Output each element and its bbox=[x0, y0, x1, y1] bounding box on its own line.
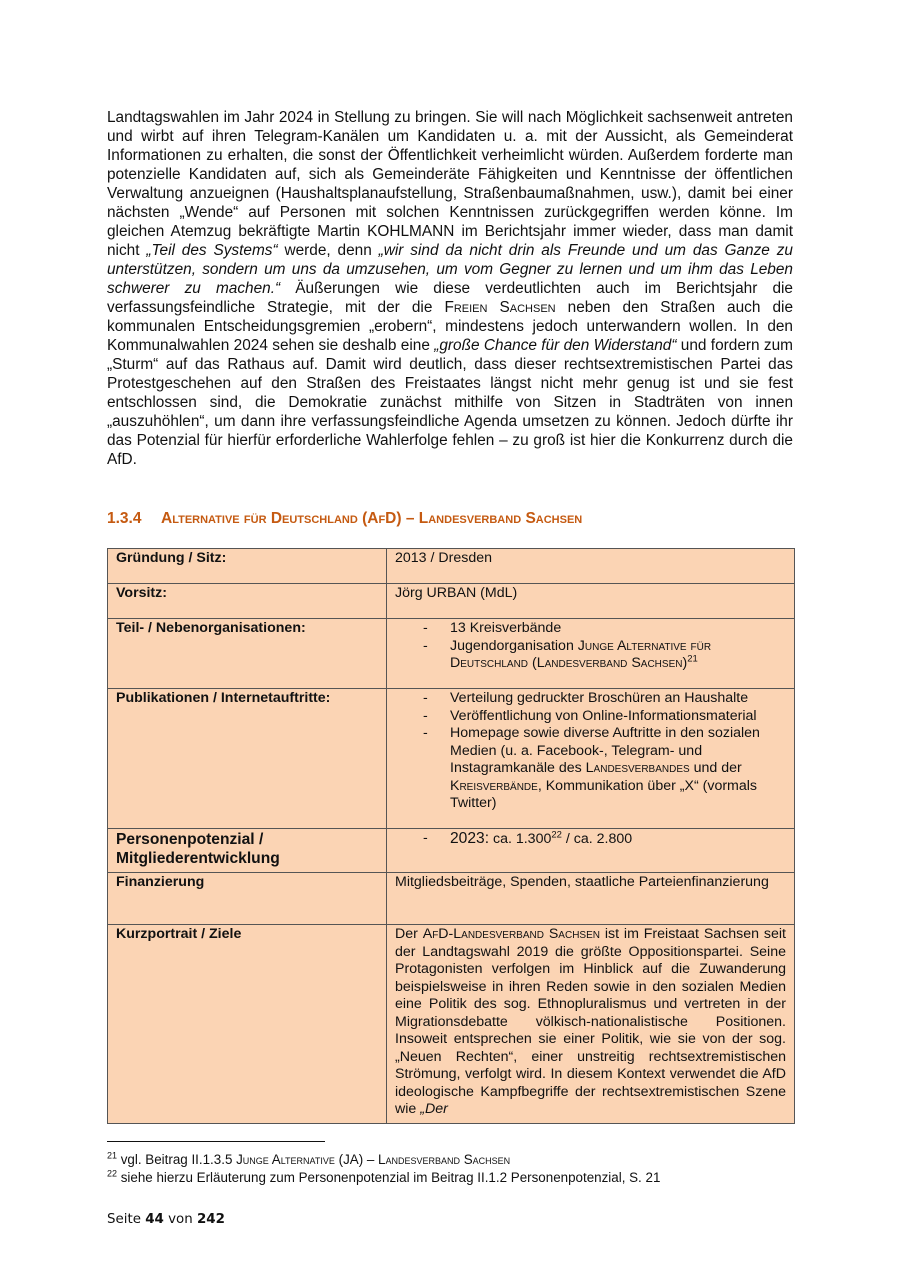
footnote-22 bbox=[107, 1169, 807, 1187]
footnote-divider bbox=[107, 1141, 325, 1142]
footnote-text: vgl. Beitrag II.1.3.5 bbox=[117, 1152, 237, 1167]
list-item: - 13 Kreisverbände bbox=[450, 620, 786, 638]
intro-text-4: neben den Straßen auch die kommunalen Entscheidungsgremien „erobern“, mindestens jedoch unterwandern wollen. In den Kommunalwahlen 2024 sehen sie deshalb eine bbox=[107, 299, 794, 354]
section-heading bbox=[107, 510, 807, 528]
footnote-ref-21: 21 bbox=[687, 653, 698, 665]
list-item-text: Homepage sowie diverse Auftritte in den sozialen Medien (u. a. Facebook-, Telegram- und Instagramkanäle des bbox=[450, 725, 760, 776]
table-row-personnel bbox=[108, 829, 795, 873]
footnote-text: siehe hierzu Erläuterung zum Personenpotenzial im Beitrag II.1.2 Personenpotenzial, S. 21 bbox=[117, 1169, 661, 1185]
party-info-table bbox=[107, 548, 795, 1124]
list-item: - Veröffentlichung von Online-Informationsmaterial bbox=[450, 708, 786, 726]
footnote-21 bbox=[107, 1151, 807, 1169]
page-middle: von bbox=[163, 1212, 197, 1227]
table-row-finance bbox=[108, 873, 795, 925]
intro-paragraph bbox=[107, 108, 793, 469]
table-row-gruendung bbox=[108, 549, 795, 584]
personnel-list bbox=[395, 830, 786, 849]
publications-list bbox=[395, 690, 786, 813]
value-personnel bbox=[387, 829, 795, 873]
page-current: 44 bbox=[145, 1212, 164, 1227]
portrait-text-b: ist im Freistaat Sachsen seit der Landtagswahl 2019 die größte Oppositionspartei. Seine Protagonisten verfolgen im Hinblick auf die Zuwanderung beispielsweise in ihren Reden sowie in den sozialen Medien eine Politik des sog. Ethnopluralismus und vertreten in der Migrationsdebatte völkisch-nationalistische Positionen. Insoweit entsprechen sie einer Politik, wie sie von der sog. „Neuen Rechten“, einer unstreitig rechtsextremistischen Strömung, verfolgt wird. In diesem Kontext verwendet die AfD ideologische Kampfbegriffe der rechtsextremistischen Szene wie bbox=[395, 926, 786, 1117]
value-organisations bbox=[387, 619, 795, 689]
label-finance: Finanzierung bbox=[108, 873, 387, 925]
label-portrait: Kurzportrait / Ziele bbox=[108, 925, 387, 1124]
intro-text-3: Äußerungen wie diese verdeutlichten auch im Berichtsjahr die verfassungsfeindliche Strategie, mit der die bbox=[107, 280, 793, 316]
junge-alternative-name: Junge Alternative für Deutschland (Landesverband Sachsen) bbox=[450, 637, 712, 671]
list-item bbox=[450, 830, 786, 849]
label-publications: Publikationen / Internetauftritte: bbox=[108, 689, 387, 829]
portrait-text-c: „Der bbox=[420, 1101, 448, 1117]
footnote-number: 21 bbox=[107, 1150, 118, 1161]
organisations-list bbox=[395, 620, 786, 673]
value-portrait bbox=[387, 925, 795, 1124]
personnel-value-b: / ca. 2.800 bbox=[561, 831, 633, 847]
table-row-portrait bbox=[108, 925, 795, 1124]
landesverband-text: Landesverbandes bbox=[585, 760, 690, 776]
label-gruendung: Gründung / Sitz: bbox=[108, 549, 387, 584]
value-gruendung: 2013 / Dresden bbox=[387, 549, 795, 584]
portrait-afd-name: AfD-Landesverband Sachsen bbox=[422, 926, 600, 942]
list-item-text: , Kommunikation über „X“ (vormals Twitter) bbox=[450, 777, 758, 811]
page-prefix: Seite bbox=[107, 1212, 146, 1227]
value-finance: Mitgliedsbeiträge, Spenden, staatliche Parteienfinanzierung bbox=[387, 873, 795, 925]
footnote-ref-22: 22 bbox=[551, 829, 562, 841]
personnel-value-a: ca. 1.300 bbox=[489, 831, 552, 847]
page-number bbox=[107, 1212, 225, 1227]
intro-quote-1: „Teil des Systems“ bbox=[146, 242, 278, 259]
list-item bbox=[450, 725, 786, 813]
intro-freie-sachsen: Freien Sachsen bbox=[444, 299, 556, 316]
list-item: - Verteilung gedruckter Broschüren an Haushalte bbox=[450, 690, 786, 708]
section-number: 1.3.4 bbox=[107, 510, 142, 527]
page-total: 242 bbox=[196, 1212, 225, 1227]
value-publications bbox=[387, 689, 795, 829]
label-vorsitz: Vorsitz: bbox=[108, 584, 387, 619]
table-row-organisations bbox=[108, 619, 795, 689]
label-personnel: Personenpotenzial / Mitgliederentwicklung bbox=[108, 829, 387, 873]
list-item-text: Jugendorganisation bbox=[450, 637, 578, 654]
table-row-publications bbox=[108, 689, 795, 829]
personnel-year: 2023: bbox=[450, 830, 490, 847]
intro-text-5: und fordern zum „Sturm“ auf das Rathaus auf. Damit wird deutlich, dass dieser rechtsextremistischen Partei das Protestgeschehen auf den Straßen des Freistaates längst nicht mehr genug ist und sie fest entschlossen sind, die Demokratie zunächst mithilfe von Sitzen in Stadträten von innen „auszuhöhlen“, um dann ihre verfassungsfeindliche Agenda umsetzen zu können. Jedoch dürfte ihr das Potenzial für hierfür erforderliche Wahlerfolge fehlen – zu groß ist hier die Konkurrenz durch die AfD. bbox=[107, 337, 793, 468]
footnotes bbox=[107, 1151, 807, 1186]
intro-text-1: Landtagswahlen im Jahr 2024 in Stellung zu bringen. Sie will nach Möglichkeit sachsenweit antreten und wirbt auf ihren Telegram-Kanälen um Kandidaten u. a. mit der Aussicht, als Gemeinderat Informationen zu erhalten, die sonst der Öffentlichkeit verheimlicht würden. Außerdem forderte man potenzielle Kandidaten auf, sich als Gemeinderäte Fähigkeiten und Kenntnisse der öffentlichen Verwaltung anzueignen (Haushaltsplanaufstellung, Straßenbaumaßnahmen, usw.), damit bei einer nächsten „Wende“ auf Personen mit solchen Kenntnissen zurückgegriffen werden könne. Im gleichen Atemzug bekräftigte Martin KOHLMANN im Berichtsjahr immer wieder, dass man damit nicht bbox=[107, 109, 793, 259]
list-item bbox=[450, 638, 786, 673]
kreisverbaende-text: Kreisverbände bbox=[450, 777, 538, 794]
intro-quote-3: „große Chance für den Widerstand“ bbox=[434, 337, 677, 354]
intro-quote-2: „wir sind da nicht drin als Freunde und um das Ganze zu unterstützen, sondern um uns da umzusehen, um vom Gegner zu lernen und um ihm das Leben schwerer zu machen.“ bbox=[107, 242, 793, 297]
table-row-vorsitz bbox=[108, 584, 795, 619]
list-item-text: und der bbox=[689, 760, 742, 776]
section-title: Alternative für Deutschland (AfD) – Landesverband Sachsen bbox=[161, 510, 583, 527]
footnote-number: 22 bbox=[107, 1168, 118, 1179]
label-organisations: Teil- / Nebenorganisationen: bbox=[108, 619, 387, 689]
value-vorsitz: Jörg URBAN (MdL) bbox=[387, 584, 795, 619]
footnote-text: Junge Alternative (JA) – Landesverband Sachsen bbox=[236, 1152, 511, 1167]
portrait-text-a: Der bbox=[395, 926, 423, 942]
intro-text-2: werde, denn bbox=[277, 242, 379, 259]
